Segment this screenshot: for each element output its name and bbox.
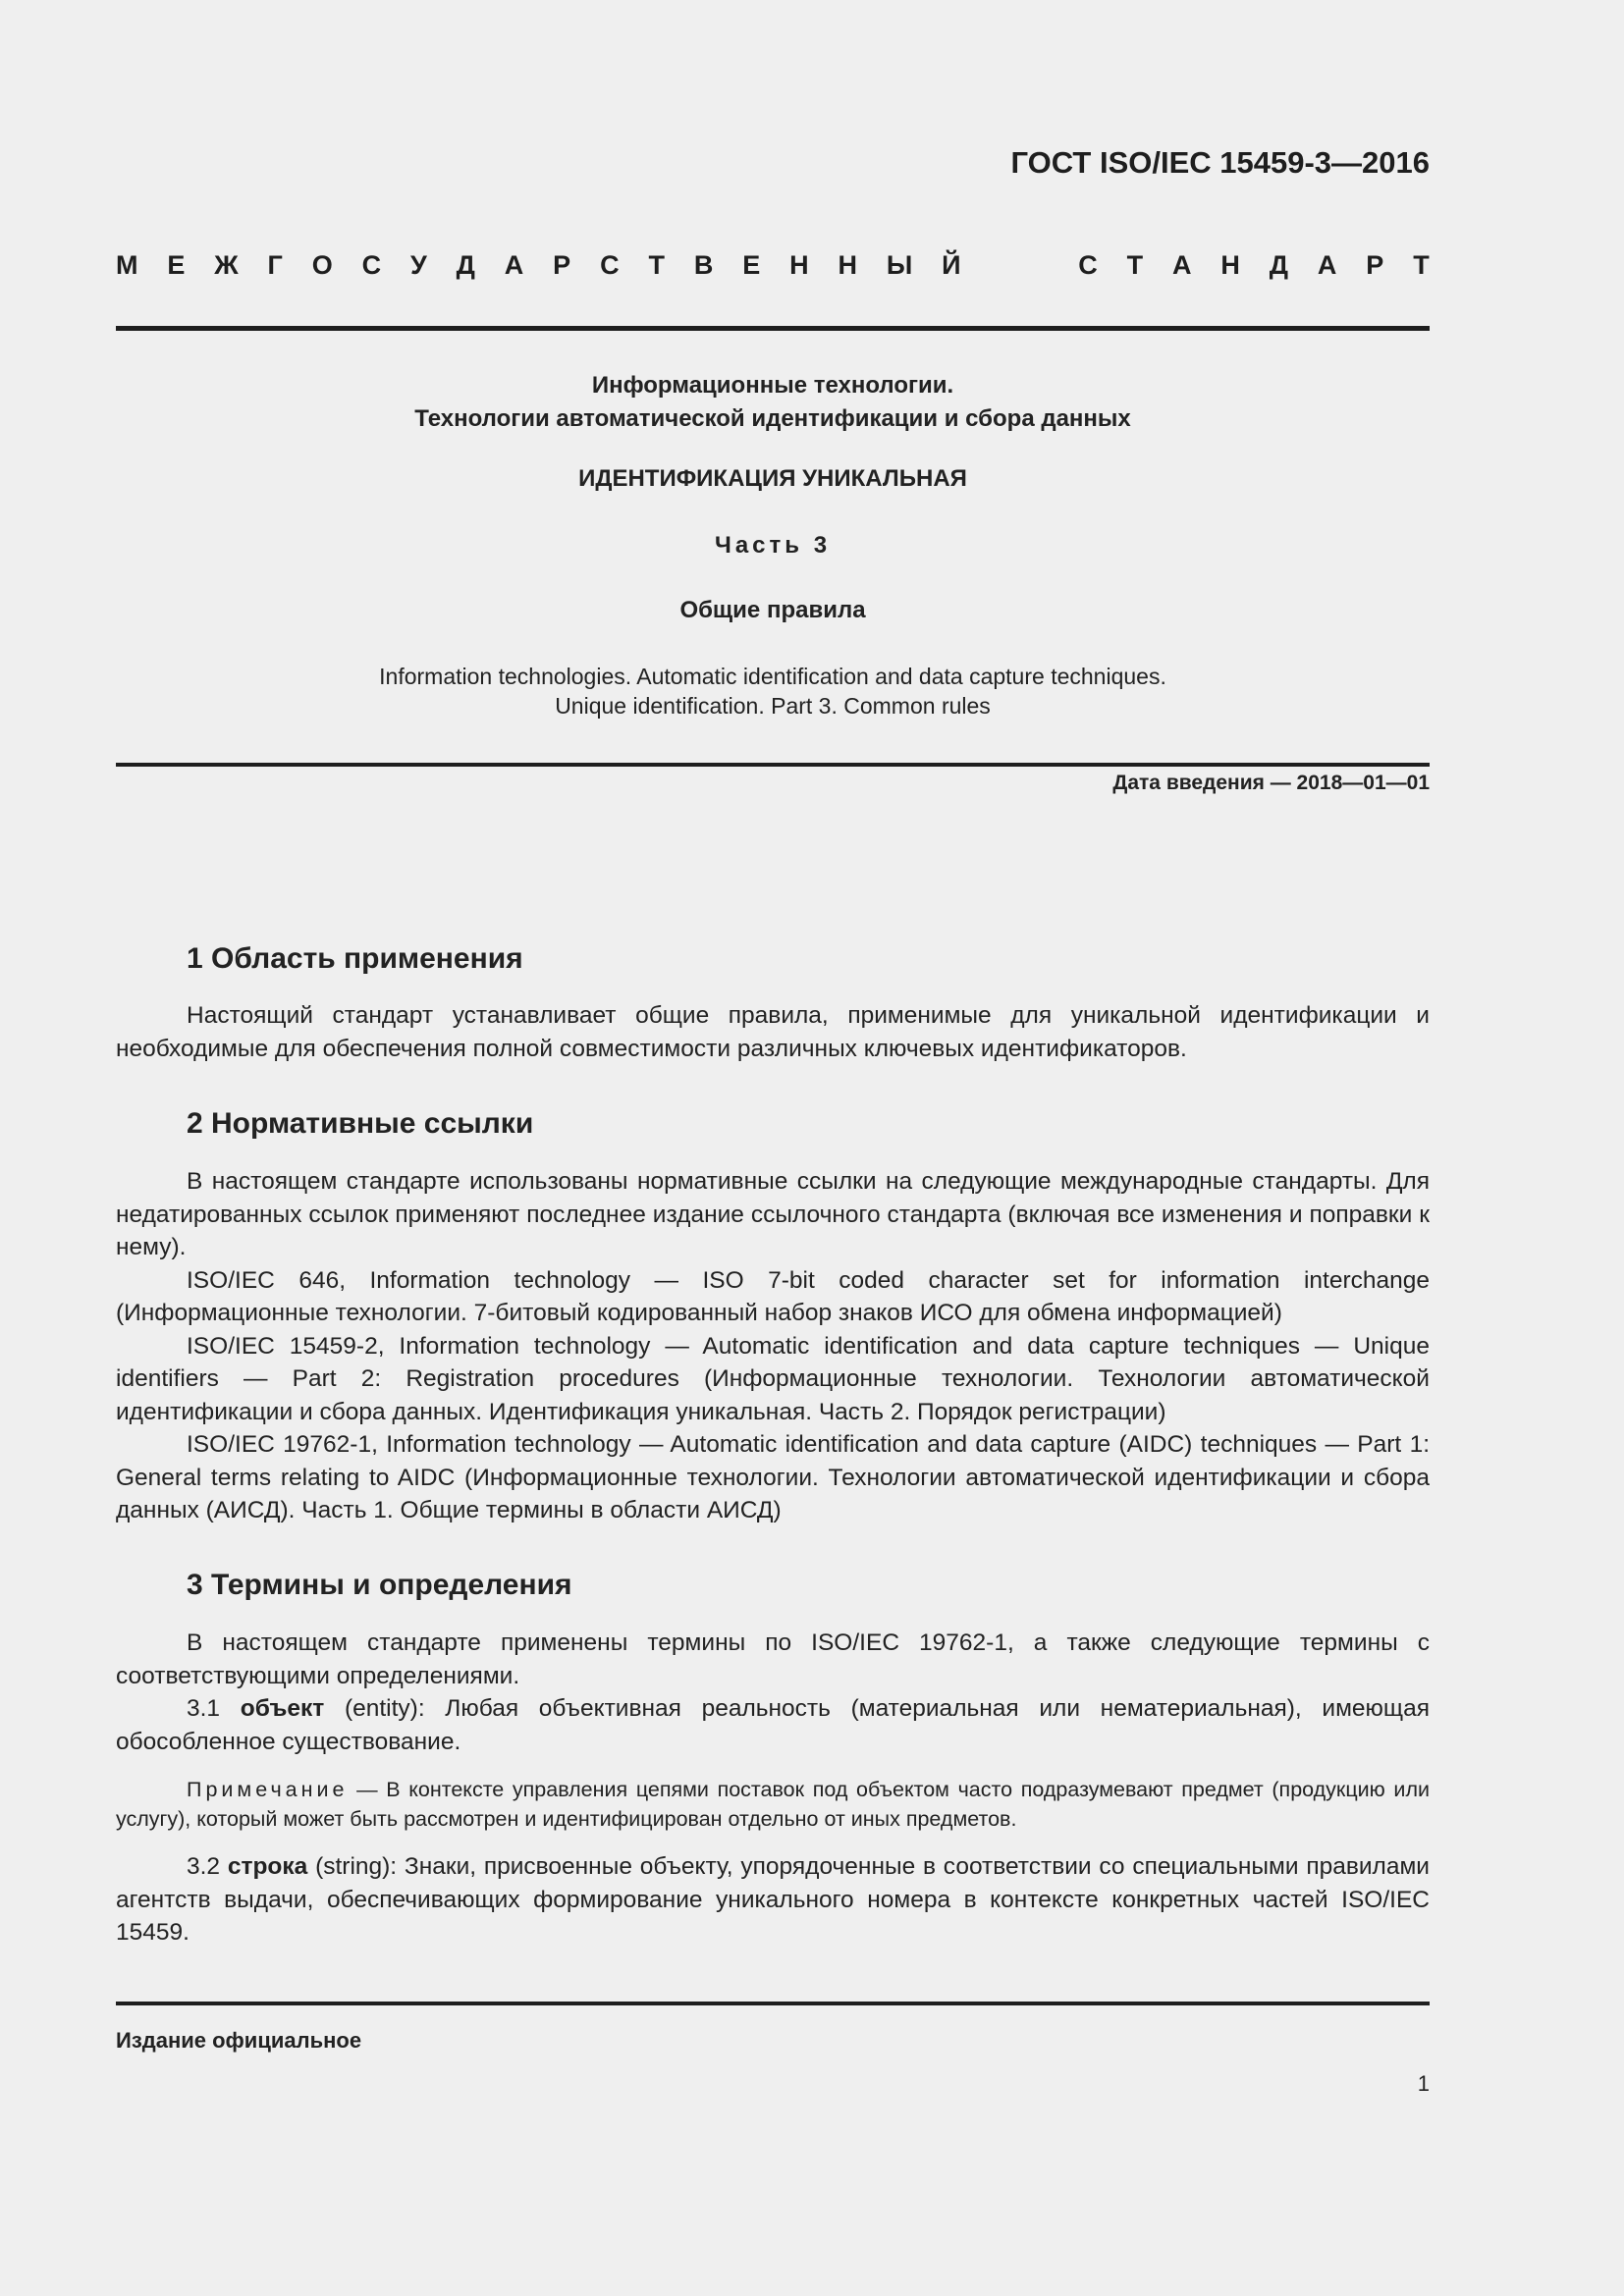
section-1-heading: 1 Область применения [187, 942, 523, 975]
reference-iso-19762-1: ISO/IEC 19762-1, Information technology — Automatic identification and data capture (AIDC) techniques — Part 1: General terms relating to AIDC (Информационные технологии. Технологии автоматической идентификации и сбора данных (АИСД). Часть 1. Общие термины в области АИСД) [116, 1431, 1430, 1523]
banner-letter: Е [742, 250, 761, 280]
banner-letter: У [410, 250, 427, 280]
banner-letter: Р [553, 250, 571, 280]
note-3-1: Примечание — В контексте управления цепями поставок под объектом часто подразумевают предмет (продукцию или услугу), который может быть рассмотрен и идентифицирован отдельно от иных предметов. [116, 1778, 1430, 1831]
banner-letter: С [1078, 250, 1098, 280]
header-rule [116, 326, 1430, 331]
section-3-heading: 3 Термины и определения [187, 1569, 572, 1601]
section-2-body [116, 1165, 1430, 1527]
banner-letter: Н [1220, 250, 1240, 280]
title-rule [116, 763, 1430, 767]
banner-letter: А [1172, 250, 1192, 280]
banner-letter: А [504, 250, 524, 280]
banner-letter: О [311, 250, 333, 280]
reference-iso-15459-2: ISO/IEC 15459-2, Information technology — Automatic identification and data capture techniques — Unique identifiers — Part 2: Registration procedures (Информационные технологии. Технологии автоматической идентификации и сбора данных. Идентификация уникальная. Часть 2. Порядок регистрации) [116, 1332, 1430, 1425]
english-title-line-2: Unique identification. Part 3. Common rules [555, 693, 991, 719]
introduction-date: Дата введения — 2018—01—01 [1112, 772, 1430, 794]
banner-letter: Г [267, 250, 283, 280]
title-line-1: Информационные технологии. [591, 372, 954, 399]
title-subtitle: Общие правила [679, 597, 866, 623]
title-block [116, 369, 1430, 436]
title-line-2: Технологии автоматической идентификации и сбора данных [414, 405, 1131, 432]
title-part: Часть 3 [714, 532, 832, 559]
footer-rule [116, 2002, 1430, 2005]
banner-letter: Р [1366, 250, 1384, 280]
reference-iso-646: ISO/IEC 646, Information technology — ISO 7-bit coded character set for information interchange (Информационные технологии. 7-битовый кодированный набор знаков ИСО для обмена информацией) [116, 1266, 1430, 1326]
section-3-paragraph-1: В настоящем стандарте применены термины по ISO/IEC 19762-1, а также следующие термины с соответствующими определениями. [116, 1629, 1430, 1689]
definition-3-2: 3.2 строка (string): Знаки, присвоенные объекту, упорядоченные в соответствии со специальными правилами агентств выдачи, обеспечивающих формирование уникального номера в контексте конкретных частей ISO/IEC 15459. [116, 1853, 1430, 1946]
official-edition: Издание официальное [116, 2028, 362, 2053]
section-2-paragraph-1: В настоящем стандарте использованы нормативные ссылки на следующие международные стандарты. Для недатированных ссылок применяют последнее издание ссылочного стандарта (включая все изменения и поправки к нему). [116, 1168, 1430, 1260]
banner-letter: В [693, 250, 714, 280]
banner-letter: А [1317, 250, 1337, 280]
section-2-heading: 2 Нормативные ссылки [187, 1107, 534, 1140]
term-string: строка [227, 1853, 308, 1880]
english-title [116, 662, 1430, 721]
banner-word-gap [990, 250, 1049, 281]
definition-3-1: 3.1 объект (entity): Любая объективная реальность (материальная или нематериальная), имеющая обособленное существование. [116, 1695, 1430, 1755]
banner-letter: Т [648, 250, 665, 280]
interstate-standard-banner [116, 250, 1430, 281]
banner-letter: Д [1269, 250, 1289, 280]
section-1-paragraph: Настоящий стандарт устанавливает общие правила, применимые для уникальной идентификации и необходимые для обеспечения полной совместимости различных ключевых идентификаторов. [116, 1002, 1430, 1062]
banner-letter: Й [942, 250, 961, 280]
page-number: 1 [1417, 2071, 1430, 2096]
banner-letter: С [600, 250, 620, 280]
banner-letter: Т [1126, 250, 1144, 280]
section-3-body [116, 1627, 1430, 1758]
banner-letter: Ы [886, 250, 913, 280]
banner-letter: Д [456, 250, 475, 280]
english-title-line-1: Information technologies. Automatic identification and data capture techniques. [379, 664, 1166, 689]
banner-letter: Ж [214, 250, 239, 280]
banner-letter: С [361, 250, 382, 280]
standard-code: ГОСТ ISO/IEC 15459-3—2016 [1010, 145, 1430, 180]
banner-letter: Е [167, 250, 186, 280]
banner-letter: Т [1413, 250, 1430, 280]
term-entity: объект [240, 1695, 325, 1722]
banner-letter: Н [789, 250, 809, 280]
banner-letter: М [116, 250, 138, 280]
banner-letter: Н [838, 250, 857, 280]
title-main: ИДЕНТИФИКАЦИЯ УНИКАЛЬНАЯ [578, 465, 967, 492]
